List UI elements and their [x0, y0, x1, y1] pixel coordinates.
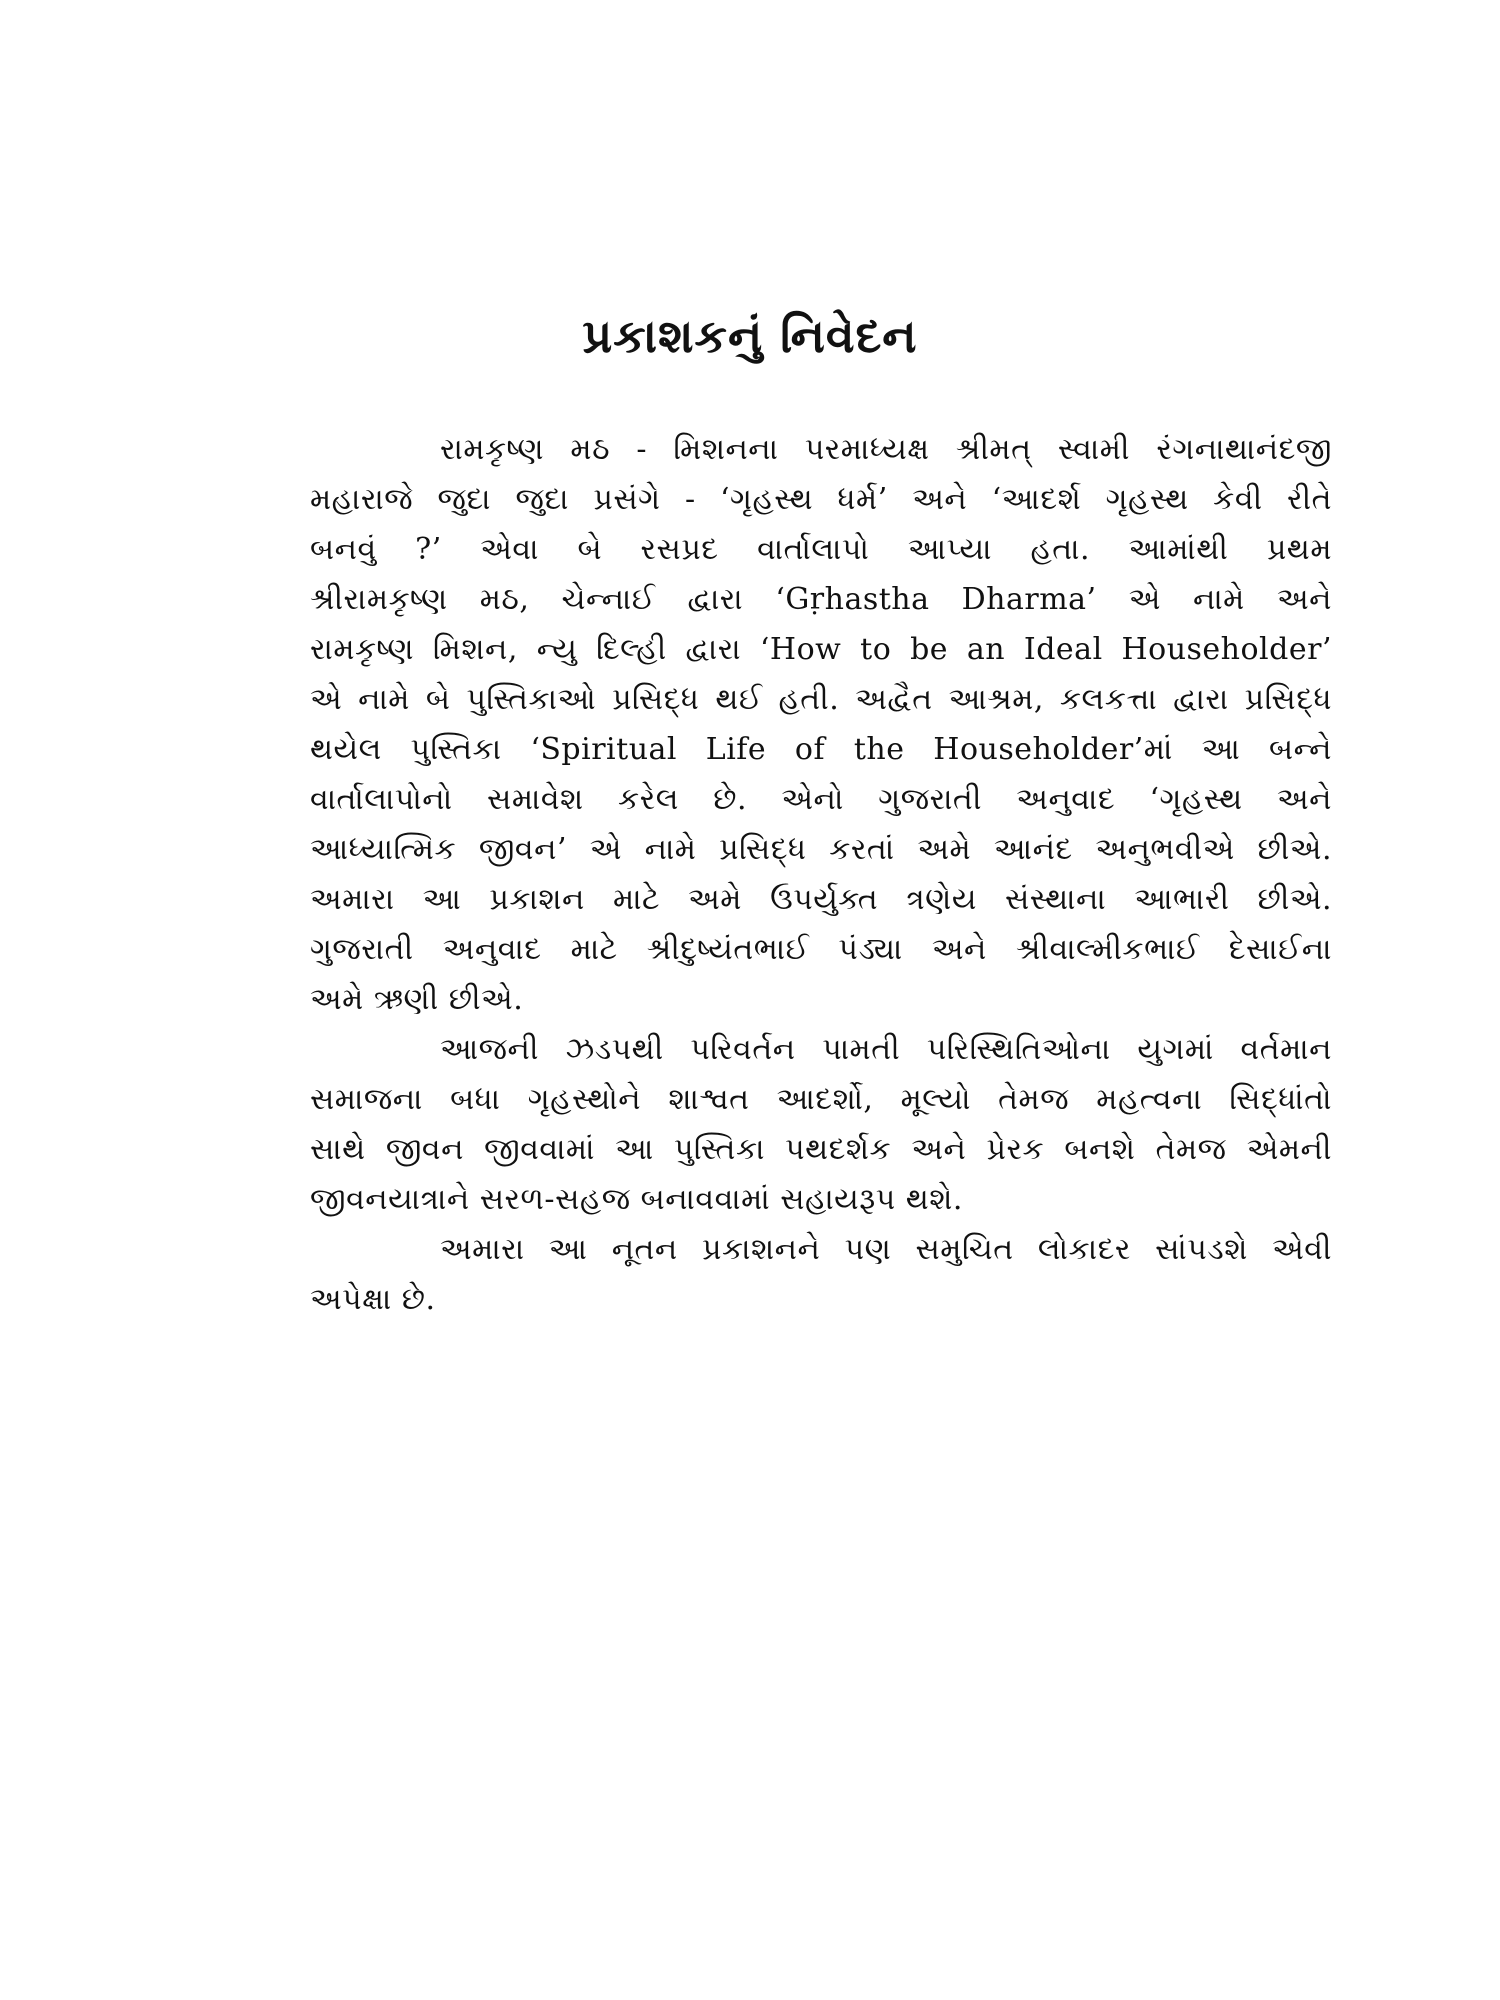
- paragraph-line: મહારાજે જુદા જુદા પ્રસંગે - ‘ગૃહસ્થ ધર્મ’ અને ‘આદર્શ ગૃહસ્થ કેવી રીતે: [310, 482, 1332, 517]
- paragraph-line: આધ્યાત્મિક જીવન’ એ નામે પ્રસિદ્ધ કરતાં અમે આનંદ અનુભવીએ છીએ.: [310, 832, 1332, 867]
- paragraph-line: અમે ઋણી છીએ.: [310, 982, 524, 1017]
- paragraph-line: રામકૃષ્ણ મઠ - મિશનના પરમાધ્યક્ષ શ્રીમત્ સ્વામી રંગનાથાનંદજી: [440, 432, 1332, 467]
- paragraph-1: [310, 425, 1332, 1025]
- paragraph-line: ગુજરાતી અનુવાદ માટે શ્રીદુષ્યંતભાઈ પંડ્યા અને શ્રીવાલ્મીકભાઈ દેસાઈના: [310, 932, 1332, 967]
- paragraph-line: જીવનયાત્રાને સરળ-સહજ બનાવવામાં સહાયરૂપ થશે.: [310, 1182, 963, 1217]
- paragraph-line: અપેક્ષા છે.: [310, 1282, 436, 1317]
- paragraph-3: [310, 1225, 1332, 1325]
- paragraph-2: [310, 1025, 1332, 1225]
- paragraph-line: એ નામે બે પુસ્તિકાઓ પ્રસિદ્ધ થઈ હતી. અદ્વૈત આશ્રમ, કલકત્તા દ્વારા પ્રસિદ્ધ: [310, 682, 1332, 717]
- paragraph-line: વાર્તાલાપોનો સમાવેશ કરેલ છે. એનો ગુજરાતી અનુવાદ ‘ગૃહસ્થ અને: [310, 782, 1332, 817]
- paragraph-line: થયેલ પુસ્તિકા ‘Spiritual Life of the Householder’માં આ બન્ને: [310, 732, 1332, 767]
- paragraph-line: શ્રીરામકૃષ્ણ મઠ, ચેન્નાઈ દ્વારા ‘Gṛhastha Dharma’ એ નામે અને: [310, 582, 1332, 617]
- paragraph-line: સમાજના બધા ગૃહસ્થોને શાશ્વત આદર્શો, મૂલ્યો તેમજ મહત્વના સિદ્ધાંતો: [310, 1082, 1332, 1117]
- paragraph-line: રામકૃષ્ણ મિશન, ન્યુ દિલ્હી દ્વારા ‘How to be an Ideal Householder’: [310, 632, 1332, 667]
- paragraph-line: અમારા આ પ્રકાશન માટે અમે ઉપર્યુક્ત ત્રણેય સંસ્થાના આભારી છીએ.: [310, 882, 1332, 917]
- paragraph-line: સાથે જીવન જીવવામાં આ પુસ્તિકા પથદર્શક અને પ્રેરક બનશે તેમજ એમની: [310, 1132, 1332, 1167]
- page-title: પ્રકાશકનું નિવેદન: [582, 309, 918, 363]
- paragraph-line: આજની ઝડપથી પરિવર્તન પામતી પરિસ્થિતિઓના યુગમાં વર્તમાન: [440, 1032, 1332, 1067]
- paragraph-line: અમારા આ નૂતન પ્રકાશનને પણ સમુચિત લોકાદર સાંપડશે એવી: [440, 1232, 1332, 1267]
- paragraph-line: બનવું ?’ એવા બે રસપ્રદ વાર્તાલાપો આપ્યા હતા. આમાંથી પ્રથમ: [310, 532, 1332, 567]
- body-text: [310, 425, 1332, 1325]
